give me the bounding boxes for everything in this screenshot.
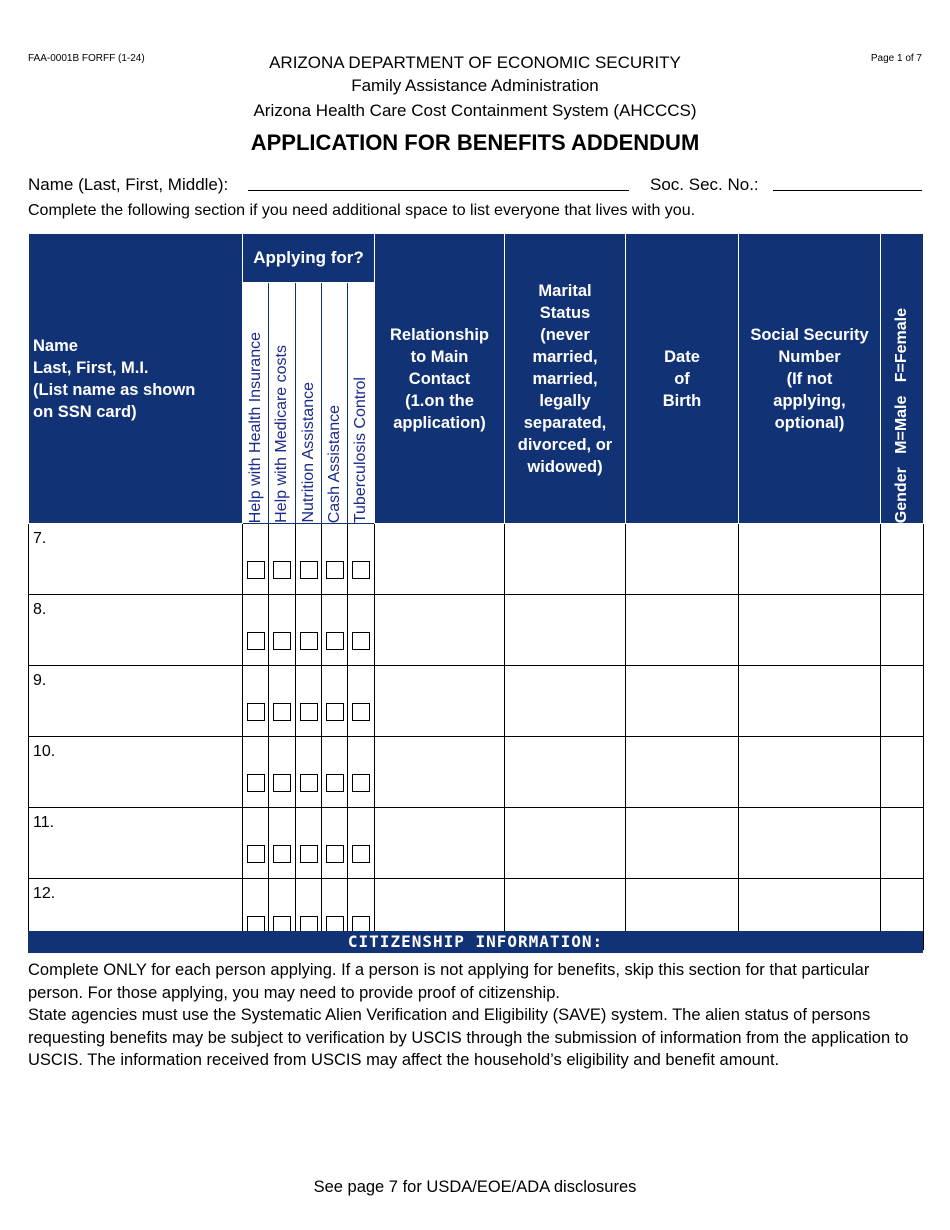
marital-status-column-header: Marital Status (never married, married, legally separated, divorced, or widowed) (505, 234, 626, 524)
date-of-birth-cell[interactable] (626, 666, 739, 737)
option-cash-assistance: Cash Assistance (322, 283, 348, 524)
table-row (29, 524, 924, 595)
option-medicare-costs: Help with Medicare costs (269, 283, 296, 524)
gender-cell[interactable] (881, 595, 924, 666)
checkbox-nutrition-assistance[interactable] (300, 703, 318, 721)
checkbox-cell (322, 595, 348, 666)
checkbox-health-insurance[interactable] (247, 561, 265, 579)
option-tuberculosis-control: Tuberculosis Control (348, 283, 375, 524)
ssn-cell[interactable] (739, 737, 881, 808)
row-number: 7. (33, 530, 47, 547)
date-of-birth-column-header: Date of Birth (626, 234, 739, 524)
checkbox-medicare-costs[interactable] (273, 845, 291, 863)
option-nutrition-assistance: Nutrition Assistance (296, 283, 322, 524)
gender-cell[interactable] (881, 524, 924, 595)
marital-status-cell[interactable] (505, 808, 626, 879)
checkbox-cell (348, 666, 375, 737)
checkbox-cell (243, 737, 269, 808)
ssn-cell[interactable] (739, 524, 881, 595)
row-name-cell[interactable] (29, 737, 243, 808)
checkbox-cash-assistance[interactable] (326, 774, 344, 792)
gender-column-header: Gender M=Male F=Female (881, 234, 924, 524)
checkbox-nutrition-assistance[interactable] (300, 561, 318, 579)
ssn-column-header: Social Security Number (If not applying, optional) (739, 234, 881, 524)
row-number: 10. (33, 743, 56, 760)
checkbox-tuberculosis-control[interactable] (352, 703, 370, 721)
checkbox-medicare-costs[interactable] (273, 703, 291, 721)
checkbox-cell (322, 524, 348, 595)
date-of-birth-cell[interactable] (626, 524, 739, 595)
applying-for-header: Applying for? (243, 234, 375, 283)
table-row (29, 666, 924, 737)
page-title: APPLICATION FOR BENEFITS ADDENDUM (250, 130, 700, 155)
checkbox-tuberculosis-control[interactable] (352, 845, 370, 863)
checkbox-cell (269, 595, 296, 666)
program-name: Arizona Health Care Cost Containment System (AHCCCS) (253, 101, 697, 120)
citizenship-heading: CITIZENSHIP INFORMATION: (28, 931, 923, 953)
checkbox-cell (269, 808, 296, 879)
checkbox-cell (243, 595, 269, 666)
checkbox-health-insurance[interactable] (247, 632, 265, 650)
name-column-header: Name Last, First, M.I. (List name as shown on SSN card) (29, 234, 243, 524)
checkbox-cell (243, 666, 269, 737)
checkbox-tuberculosis-control[interactable] (352, 774, 370, 792)
checkbox-cell (296, 808, 322, 879)
citizenship-paragraph-2: State agencies must use the Systematic Alien Verification and Eligibility (SAVE) system. The alien status of persons requesting benefits may be subject to verification by USCIS through the submission of information from the application to USCIS. The information received from USCIS may affect the household’s eligibility and benefit amount. (28, 1006, 909, 1069)
disclosure-footer: See page 7 for USDA/EOE/ADA disclosures (313, 1178, 637, 1196)
checkbox-cell (296, 666, 322, 737)
marital-status-cell[interactable] (505, 666, 626, 737)
row-name-cell[interactable] (29, 524, 243, 595)
gender-cell[interactable] (881, 666, 924, 737)
checkbox-health-insurance[interactable] (247, 703, 265, 721)
ssn-cell[interactable] (739, 666, 881, 737)
division-name: Family Assistance Administration (351, 76, 599, 95)
relationship-cell[interactable] (375, 595, 505, 666)
form-number: FAA-0001B FORFF (1-24) (28, 53, 145, 64)
checkbox-cell (322, 737, 348, 808)
checkbox-cell (296, 524, 322, 595)
row-name-cell[interactable] (29, 666, 243, 737)
checkbox-medicare-costs[interactable] (273, 561, 291, 579)
checkbox-cell (348, 808, 375, 879)
citizenship-paragraph-1: Complete ONLY for each person applying. If a person is not applying for benefits, skip this section for that particular person. For those applying, you may need to provide proof of citizenship. (28, 961, 870, 1002)
marital-status-cell[interactable] (505, 737, 626, 808)
marital-status-cell[interactable] (505, 595, 626, 666)
ssn-cell[interactable] (739, 595, 881, 666)
page-number: Page 1 of 7 (870, 53, 922, 64)
checkbox-cell (269, 737, 296, 808)
agency-name: ARIZONA DEPARTMENT OF ECONOMIC SECURITY (269, 53, 681, 72)
checkbox-cell (322, 808, 348, 879)
checkbox-cash-assistance[interactable] (326, 561, 344, 579)
household-table (28, 233, 924, 950)
date-of-birth-cell[interactable] (626, 595, 739, 666)
row-number: 9. (33, 672, 47, 689)
table-row (29, 737, 924, 808)
checkbox-health-insurance[interactable] (247, 774, 265, 792)
name-input-line[interactable] (248, 190, 629, 191)
row-name-cell[interactable] (29, 595, 243, 666)
checkbox-cell (322, 666, 348, 737)
row-number: 8. (33, 601, 47, 618)
name-label: Name (Last, First, Middle): (28, 175, 229, 194)
gender-cell[interactable] (881, 808, 924, 879)
row-name-cell[interactable] (29, 808, 243, 879)
checkbox-health-insurance[interactable] (247, 845, 265, 863)
relationship-cell[interactable] (375, 808, 505, 879)
table-row (29, 595, 924, 666)
date-of-birth-cell[interactable] (626, 737, 739, 808)
checkbox-cell (296, 737, 322, 808)
checkbox-cash-assistance[interactable] (326, 632, 344, 650)
checkbox-tuberculosis-control[interactable] (352, 632, 370, 650)
checkbox-cell (269, 524, 296, 595)
relationship-cell[interactable] (375, 737, 505, 808)
checkbox-cash-assistance[interactable] (326, 703, 344, 721)
table-row (29, 808, 924, 879)
marital-status-cell[interactable] (505, 524, 626, 595)
ssn-input-line[interactable] (773, 190, 922, 191)
relationship-column-header: Relationship to Main Contact (1.on the application) (375, 234, 505, 524)
option-health-insurance: Help with Health Insurance (243, 283, 269, 524)
checkbox-nutrition-assistance[interactable] (300, 845, 318, 863)
checkbox-nutrition-assistance[interactable] (300, 632, 318, 650)
checkbox-cell (348, 524, 375, 595)
household-instruction: Complete the following section if you need additional space to list everyone that lives with you. (28, 202, 696, 219)
gender-cell[interactable] (881, 737, 924, 808)
checkbox-nutrition-assistance[interactable] (300, 774, 318, 792)
checkbox-medicare-costs[interactable] (273, 774, 291, 792)
checkbox-cell (296, 595, 322, 666)
checkbox-medicare-costs[interactable] (273, 632, 291, 650)
checkbox-cell (243, 524, 269, 595)
row-number: 12. (33, 885, 56, 902)
ssn-label: Soc. Sec. No.: (650, 175, 759, 194)
relationship-cell[interactable] (375, 524, 505, 595)
checkbox-cell (348, 595, 375, 666)
row-number: 11. (33, 814, 55, 831)
checkbox-tuberculosis-control[interactable] (352, 561, 370, 579)
checkbox-cell (243, 808, 269, 879)
ssn-cell[interactable] (739, 808, 881, 879)
checkbox-cash-assistance[interactable] (326, 845, 344, 863)
relationship-cell[interactable] (375, 666, 505, 737)
checkbox-cell (348, 737, 375, 808)
checkbox-cell (269, 666, 296, 737)
date-of-birth-cell[interactable] (626, 808, 739, 879)
